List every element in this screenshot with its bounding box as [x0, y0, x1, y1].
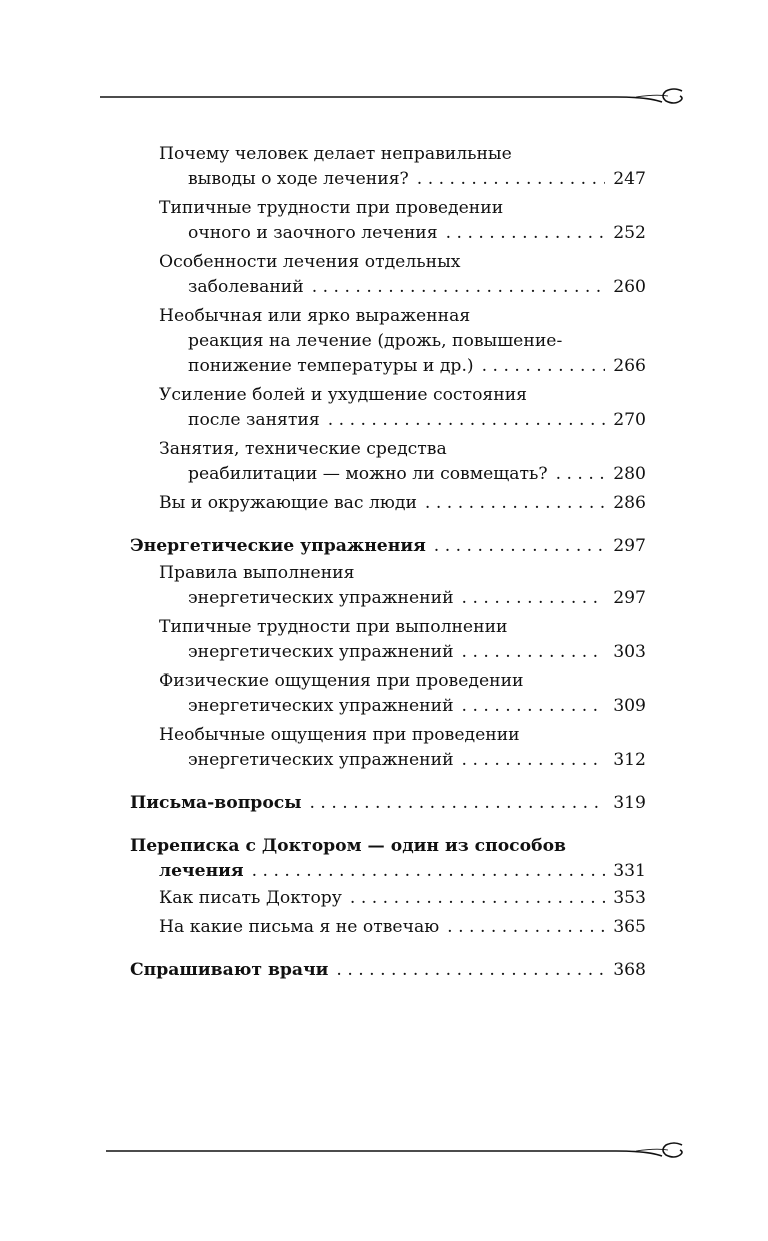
toc-entry-title: энергетических упражнений	[188, 588, 454, 608]
dot-leader	[417, 167, 605, 192]
toc-entry-title: выводы о ходе лечения?	[188, 169, 409, 189]
toc-entry-title-line: Типичные трудности при проведении	[159, 198, 504, 218]
toc-section-title: Спрашивают врачи	[130, 960, 329, 980]
dot-leader	[434, 534, 605, 559]
dot-leader	[462, 694, 605, 719]
page-number: 252	[613, 223, 646, 243]
top-ornament-divider	[96, 80, 696, 110]
toc-entry-title-line: Типичные трудности при выполнении	[159, 617, 508, 637]
toc-entry-title: Как писать Доктору	[159, 888, 342, 908]
toc-entry-title-line: Особенности лечения отдельных	[159, 252, 461, 272]
toc-section-title: Энергетические упражнения	[130, 536, 426, 556]
dot-leader	[462, 640, 605, 665]
toc-entry[interactable]	[159, 196, 646, 246]
page-number: 353	[613, 888, 646, 908]
toc-section-title-line: Переписка с Доктором — один из способов	[130, 836, 566, 856]
dot-leader	[447, 915, 605, 940]
dot-leader	[462, 586, 605, 611]
toc-entry[interactable]	[159, 304, 646, 379]
page-number: 266	[613, 356, 646, 376]
dot-leader	[336, 958, 605, 983]
dot-leader	[350, 886, 605, 911]
toc-section[interactable]	[130, 534, 646, 559]
page-number: 312	[613, 750, 646, 770]
toc-entry[interactable]	[159, 615, 646, 665]
page-number: 303	[613, 642, 646, 662]
page-number: 270	[613, 410, 646, 430]
toc-entry-title-line: Почему человек делает неправильные	[159, 144, 512, 164]
dot-leader	[312, 275, 605, 300]
toc-entry[interactable]	[159, 142, 646, 192]
page-number: 297	[613, 588, 646, 608]
page-number: 297	[613, 536, 646, 556]
toc-entry-title: очного и заочного лечения	[188, 223, 438, 243]
dot-leader	[309, 791, 605, 816]
dot-leader	[425, 491, 605, 516]
toc-entry-title: энергетических упражнений	[188, 642, 454, 662]
toc-section[interactable]	[130, 958, 646, 983]
toc-entry-title-line: Необычные ощущения при проведении	[159, 725, 520, 745]
page-number: 368	[613, 960, 646, 980]
page-number: 309	[613, 696, 646, 716]
table-of-contents	[130, 142, 646, 983]
page-number: 365	[613, 917, 646, 937]
toc-entry-title-line: Усиление болей и ухудшение состояния	[159, 385, 528, 405]
page-number: 280	[613, 464, 646, 484]
toc-entry-title: На какие письма я не отвечаю	[159, 917, 440, 937]
toc-section[interactable]	[130, 834, 646, 884]
bottom-ornament-divider	[96, 1138, 696, 1168]
toc-entry-title-line: Необычная или ярко выраженная	[159, 306, 471, 326]
page-number: 319	[613, 793, 646, 813]
toc-entry-title-line: реакция на лечение (дрожь, повышение-	[188, 331, 563, 351]
page-number: 286	[613, 493, 646, 513]
toc-entry[interactable]	[159, 723, 646, 773]
dot-leader	[482, 354, 605, 379]
toc-entry[interactable]	[159, 383, 646, 433]
dot-leader	[328, 408, 605, 433]
toc-entry-title: заболеваний	[188, 277, 304, 297]
page-number: 260	[613, 277, 646, 297]
toc-entry[interactable]	[159, 437, 646, 487]
toc-entry-title-line: Занятия, технические средства	[159, 439, 447, 459]
dot-leader	[556, 462, 605, 487]
dot-leader	[462, 748, 605, 773]
toc-section-title: Письма-вопросы	[130, 793, 302, 813]
toc-entry[interactable]	[159, 250, 646, 300]
dot-leader	[446, 221, 605, 246]
toc-entry[interactable]	[159, 669, 646, 719]
toc-entry-title: реабилитации — можно ли совмещать?	[188, 464, 548, 484]
toc-entry-title: понижение температуры и др.)	[188, 356, 474, 376]
toc-entry[interactable]	[159, 561, 646, 611]
toc-entry-title: после занятия	[188, 410, 320, 430]
toc-entry[interactable]	[159, 886, 646, 911]
toc-entry[interactable]	[159, 491, 646, 516]
toc-entry-title-line: Физические ощущения при проведении	[159, 671, 524, 691]
dot-leader	[252, 859, 605, 884]
toc-section[interactable]	[130, 791, 646, 816]
toc-entry-title: Вы и окружающие вас люди	[159, 493, 417, 513]
page-number: 247	[613, 169, 646, 189]
toc-entry-title-line: Правила выполнения	[159, 563, 355, 583]
toc-entry-title: энергетических упражнений	[188, 696, 454, 716]
toc-entry[interactable]	[159, 915, 646, 940]
toc-section-title: лечения	[159, 861, 244, 881]
toc-entry-title: энергетических упражнений	[188, 750, 454, 770]
page-number: 331	[613, 861, 646, 881]
